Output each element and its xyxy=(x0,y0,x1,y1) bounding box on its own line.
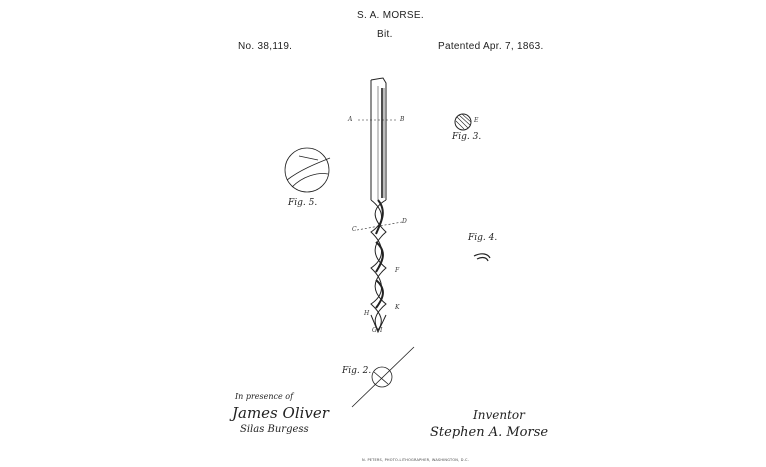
inventor-name: S. A. MORSE. xyxy=(357,10,424,21)
ref-letter-a: A xyxy=(348,116,353,123)
fig3-section xyxy=(455,114,471,130)
witness-signature-2: Silas Burgess xyxy=(240,424,309,435)
ref-letter-f: F xyxy=(395,267,400,274)
fig4-label: Fig. 4. xyxy=(468,233,498,243)
inventor-label: Inventor xyxy=(473,408,525,422)
fig5-section xyxy=(285,148,330,192)
ref-letter-d: D xyxy=(402,218,407,225)
fig1-drill xyxy=(357,78,405,332)
fig2-section xyxy=(352,347,414,407)
fig3-label: Fig. 3. xyxy=(452,132,482,142)
ref-letter-h: H xyxy=(364,310,370,317)
inventor-signature: Stephen A. Morse xyxy=(430,425,549,440)
lithographer-imprint: N. PETERS, PHOTO-LITHOGRAPHER, WASHINGTON, D.C. xyxy=(362,458,469,462)
witnesses-label: In presence of xyxy=(235,392,294,401)
fig4-piece xyxy=(474,254,490,261)
ref-letter-c: C xyxy=(352,226,357,233)
ref-letter-k: K xyxy=(395,304,400,311)
fig5-label: Fig. 5. xyxy=(288,198,318,208)
ref-letter-b: B xyxy=(400,116,405,123)
patent-number: No. 38,119. xyxy=(238,41,293,52)
witness-signature-1: James Oliver xyxy=(232,404,329,422)
fig2-label: Fig. 2. xyxy=(342,366,372,376)
patent-date: Patented Apr. 7, 1863. xyxy=(438,41,544,52)
ref-letter-g: G xyxy=(372,327,377,334)
ref-letter-i: I xyxy=(380,327,383,334)
ref-letter-e: E xyxy=(474,117,479,124)
invention-title: Bit. xyxy=(377,29,393,40)
